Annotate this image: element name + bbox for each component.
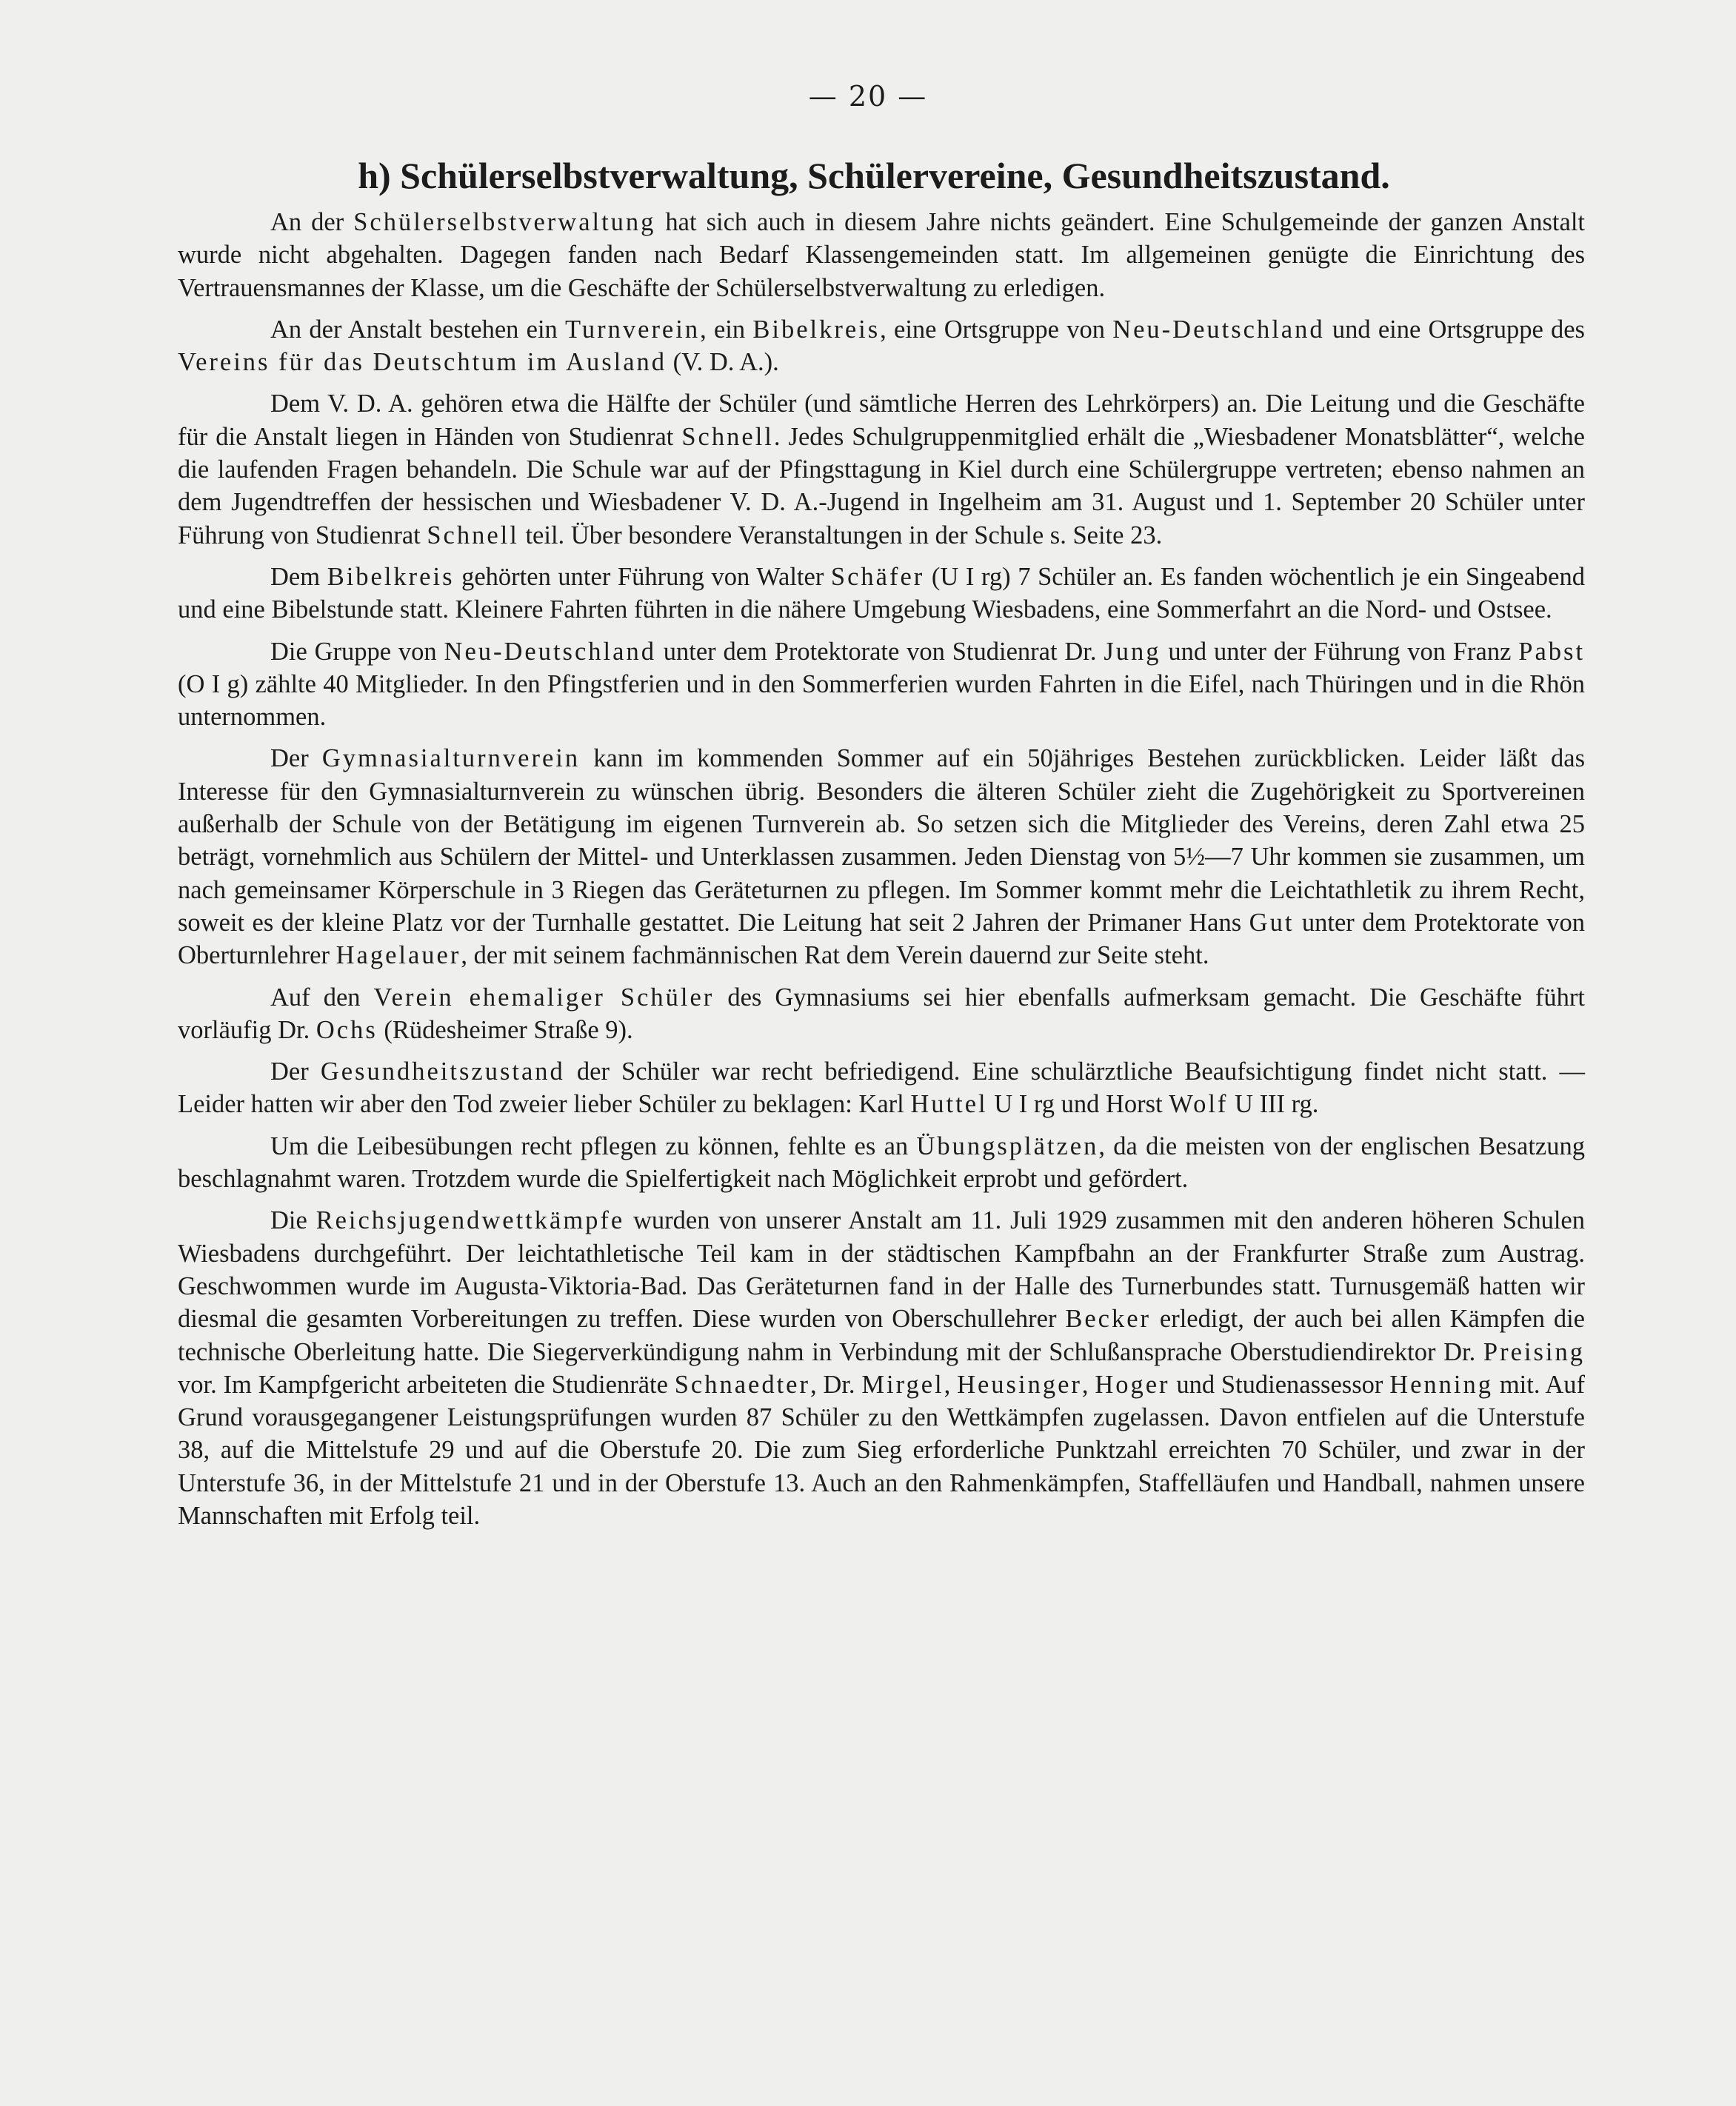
spaced-name: Schnaedter bbox=[674, 1370, 810, 1399]
spaced-name: Schäfer bbox=[830, 562, 925, 591]
text-run: (O I g) zählte 40 Mitglieder. In den Pfingstferien und in den Sommerferien wurden Fahrten in die Eifel, nach Thüringen und in die Rhön unternommen. bbox=[178, 669, 1585, 732]
text-run: unter dem Protektorate von Oberturnlehrer bbox=[178, 908, 1585, 970]
spaced-name: Verein ehemaliger Schüler bbox=[373, 983, 715, 1012]
paragraph bbox=[178, 313, 1585, 379]
text-run: und Studienassessor bbox=[1169, 1370, 1390, 1399]
text-run: mit. Auf Grund vorausgegangener Leistungsprüfungen wurden 87 Schüler zu den Wettkämpfen zugelassen. Davon entfielen auf die Unterstufe 38, auf die Mittelstufe 29 und auf die Oberstufe 20. Die zum Sieg erforderliche Punktzahl erreichten 70 Schüler, und zwar in der Unterstufe 36, in der Mittelstufe 21 und in der Oberstufe 13. Auch an den Rahmenkämpfen, Staffelläufen und Handball, nahmen unsere Mannschaften mit Erfolg teil. bbox=[178, 1370, 1586, 1530]
text-run: hat sich auch in diesem Jahre nichts geändert. Eine Schulgemeinde der ganzen Anstalt wurde nicht abgehalten. Dagegen fanden nach Bedarf Klassengemeinden statt. Im allgemeinen genügte die Einrichtung des Vertrauensmannes der Klasse, um die Geschäfte der Schülerselbstverwaltung zu erledigen. bbox=[178, 208, 1586, 302]
text-run: erledigt, der auch bei allen Kämpfen die technische Oberleitung hatte. Die Siegerverkündigung nahm in Verbindung mit der Schlußansprache Oberstudiendirektor Dr. bbox=[178, 1305, 1585, 1366]
spaced-name: Neu-Deutschland bbox=[444, 637, 656, 666]
spaced-name: Bibelkreis bbox=[752, 315, 881, 344]
spaced-name: Hoger bbox=[1095, 1370, 1170, 1399]
text-run: , da die meisten von der englischen Besatzung beschlagnahmt waren. Trotzdem wurde die Spielfertigkeit nach Möglichkeit erprobt und gefördert. bbox=[178, 1131, 1585, 1194]
spaced-name: Schnell bbox=[681, 422, 774, 451]
text-run: des Gymnasiums sei hier ebenfalls aufmerksam gemacht. Die Geschäfte führt vorläufig Dr. bbox=[178, 983, 1585, 1044]
spaced-name: Heusinger bbox=[957, 1370, 1082, 1399]
spaced-name: Gesundheitszustand bbox=[320, 1057, 565, 1086]
paragraph bbox=[178, 561, 1585, 626]
text-run: , bbox=[1081, 1370, 1095, 1399]
text-run: An der Anstalt bestehen ein bbox=[270, 315, 566, 344]
spaced-name: Gut bbox=[1249, 908, 1295, 937]
spaced-name: Pabst bbox=[1518, 637, 1586, 666]
body-text bbox=[178, 206, 1585, 1541]
text-run: der Schüler war recht befriedigend. Eine schulärztliche Beaufsichtigung findet nicht statt. — Leider hatten wir aber den Tod zweier lieber Schüler zu beklagen: Karl bbox=[178, 1057, 1586, 1119]
text-run: Dem V. D. A. gehören etwa die Hälfte der Schüler (und sämtliche Herren des Lehrkörpers) an. Die Leitung und die Geschäfte für die Anstalt liegen in Händen von Studienrat bbox=[178, 390, 1585, 451]
spaced-name: Becker bbox=[1065, 1305, 1152, 1334]
text-run: Der bbox=[270, 1057, 321, 1086]
spaced-name: Reichsjugendwettkämpfe bbox=[316, 1206, 625, 1235]
text-run: und eine Ortsgruppe des bbox=[1324, 315, 1585, 344]
paragraph bbox=[178, 387, 1585, 551]
text-run: , eine Ortsgruppe von bbox=[880, 315, 1113, 344]
spaced-name: Schnell bbox=[427, 521, 519, 549]
text-run: vor. Im Kampfgericht arbeiteten die Studienräte bbox=[178, 1370, 675, 1399]
spaced-name: Wolf bbox=[1169, 1090, 1229, 1119]
text-run: (V. D. A.). bbox=[667, 348, 779, 377]
spaced-name: Neu-Deutschland bbox=[1112, 315, 1325, 344]
paragraph bbox=[178, 635, 1585, 734]
section-heading: h) Schülerselbstverwaltung, Schülervereine, Gesundheitszustand. bbox=[358, 155, 1390, 196]
spaced-name: Jung bbox=[1104, 637, 1161, 666]
paragraph bbox=[178, 1204, 1585, 1532]
page-number: — 20 — bbox=[808, 80, 928, 113]
spaced-name: Preising bbox=[1483, 1337, 1585, 1366]
text-run: . Jedes Schulgruppenmitglied erhält die „Wiesbadener Monatsblätter“, welche die laufenden Fragen behandeln. Die Schule war auf der Pfingsttagung in Kiel durch eine Schülergruppe vertreten; ebenso nahmen an dem Jugendtreffen der hessischen und Wiesbadener V. D. A.-Jugend in Ingelheim am 31. August und 1. September 20 Schüler unter Führung von Studienrat bbox=[178, 422, 1585, 549]
text-run: Dem bbox=[270, 562, 327, 591]
text-run: unter dem Protektorate von Studienrat Dr. bbox=[655, 637, 1104, 666]
text-run: Der bbox=[270, 744, 322, 773]
text-run: , Dr. bbox=[809, 1370, 862, 1399]
paragraph bbox=[178, 1130, 1585, 1196]
text-run: gehörten unter Führung von Walter bbox=[454, 562, 831, 591]
text-run: U III rg. bbox=[1228, 1090, 1319, 1119]
spaced-name: Mirgel bbox=[861, 1370, 944, 1399]
spaced-name: Hagelauer bbox=[335, 941, 461, 970]
text-run: teil. Über besondere Veranstaltungen in der Schule s. Seite 23. bbox=[518, 521, 1163, 549]
spaced-name: Turnverein bbox=[565, 315, 701, 344]
text-run: und unter der Führung von Franz bbox=[1161, 637, 1519, 666]
text-run: , ein bbox=[700, 315, 753, 344]
paragraph bbox=[178, 206, 1585, 304]
spaced-name: Gymnasialturnverein bbox=[321, 744, 581, 773]
spaced-name: Bibelkreis bbox=[327, 562, 455, 591]
spaced-name: Henning bbox=[1389, 1370, 1494, 1399]
text-run: , der mit seinem fachmännischen Rat dem Verein dauernd zur Seite steht. bbox=[461, 941, 1209, 970]
paragraph bbox=[178, 742, 1585, 972]
text-run: , bbox=[944, 1370, 958, 1399]
text-run: An der bbox=[270, 208, 354, 236]
spaced-name: Übungsplätzen bbox=[916, 1131, 1099, 1160]
spaced-name: Ochs bbox=[316, 1015, 378, 1044]
spaced-name: Schülerselbstverwaltung bbox=[353, 208, 656, 236]
paragraph bbox=[178, 981, 1585, 1047]
text-run: (U I rg) 7 Schüler an. Es fanden wöchentlich je ein Singeabend und eine Bibelstunde statt. Kleinere Fahrten führten in die nähere Umgebung Wiesbadens, eine Sommerfahrt an die Nord- und Ostsee. bbox=[178, 562, 1585, 624]
text-run: (Rüdesheimer Straße 9). bbox=[377, 1015, 633, 1044]
text-run: U I rg und Horst bbox=[987, 1090, 1169, 1119]
text-run: Die Gruppe von bbox=[270, 637, 444, 666]
text-run: kann im kommenden Sommer auf ein 50jähriges Bestehen zurückblicken. Leider läßt das Interesse für den Gymnasialturnverein zu wünschen übrig. Besonders die älteren Schüler zieht die Zugehörigkeit zu Sportvereinen außerhalb der Schule von der Betätigung im eigenen Turnverein ab. So setzen sich die Mitglieder des Vereins, deren Zahl etwa 25 beträgt, vornehmlich aus Schülern der Mittel- und Unterklassen zusammen. Jeden Dienstag von 5½—7 Uhr kommen sie zusammen, um nach gemeinsamer Körperschule in 3 Riegen das Geräteturnen zu pflegen. Im Sommer kommt mehr die Leichtathletik zu ihrem Recht, soweit es der kleine Platz vor der Turnhalle gestattet. Die Leitung hat seit 2 Jahren der Primaner Hans bbox=[178, 744, 1586, 937]
spaced-name: Vereins für das Deutschtum im Ausland bbox=[178, 348, 667, 377]
spaced-name: Huttel bbox=[910, 1090, 988, 1119]
paragraph bbox=[178, 1055, 1585, 1121]
text-run: wurden von unserer Anstalt am 11. Juli 1929 zusammen mit den anderen höheren Schulen Wiesbadens durchgeführt. Der leichtathletische Teil kam in der städtischen Kampfbahn an der Frankfurter Straße zum Austrag. Geschwommen wurde im Augusta-Viktoria-Bad. Das Geräteturnen fand in der Halle des Turnerbundes statt. Turnusgemäß hatten wir diesmal die gesamten Vorbereitungen zu treffen. Diese wurden von Oberschullehrer bbox=[178, 1206, 1585, 1334]
text-run: Um die Leibesübungen recht pflegen zu können, fehlte es an bbox=[270, 1131, 917, 1160]
text-run: Auf den bbox=[270, 983, 374, 1012]
text-run: Die bbox=[270, 1206, 316, 1235]
